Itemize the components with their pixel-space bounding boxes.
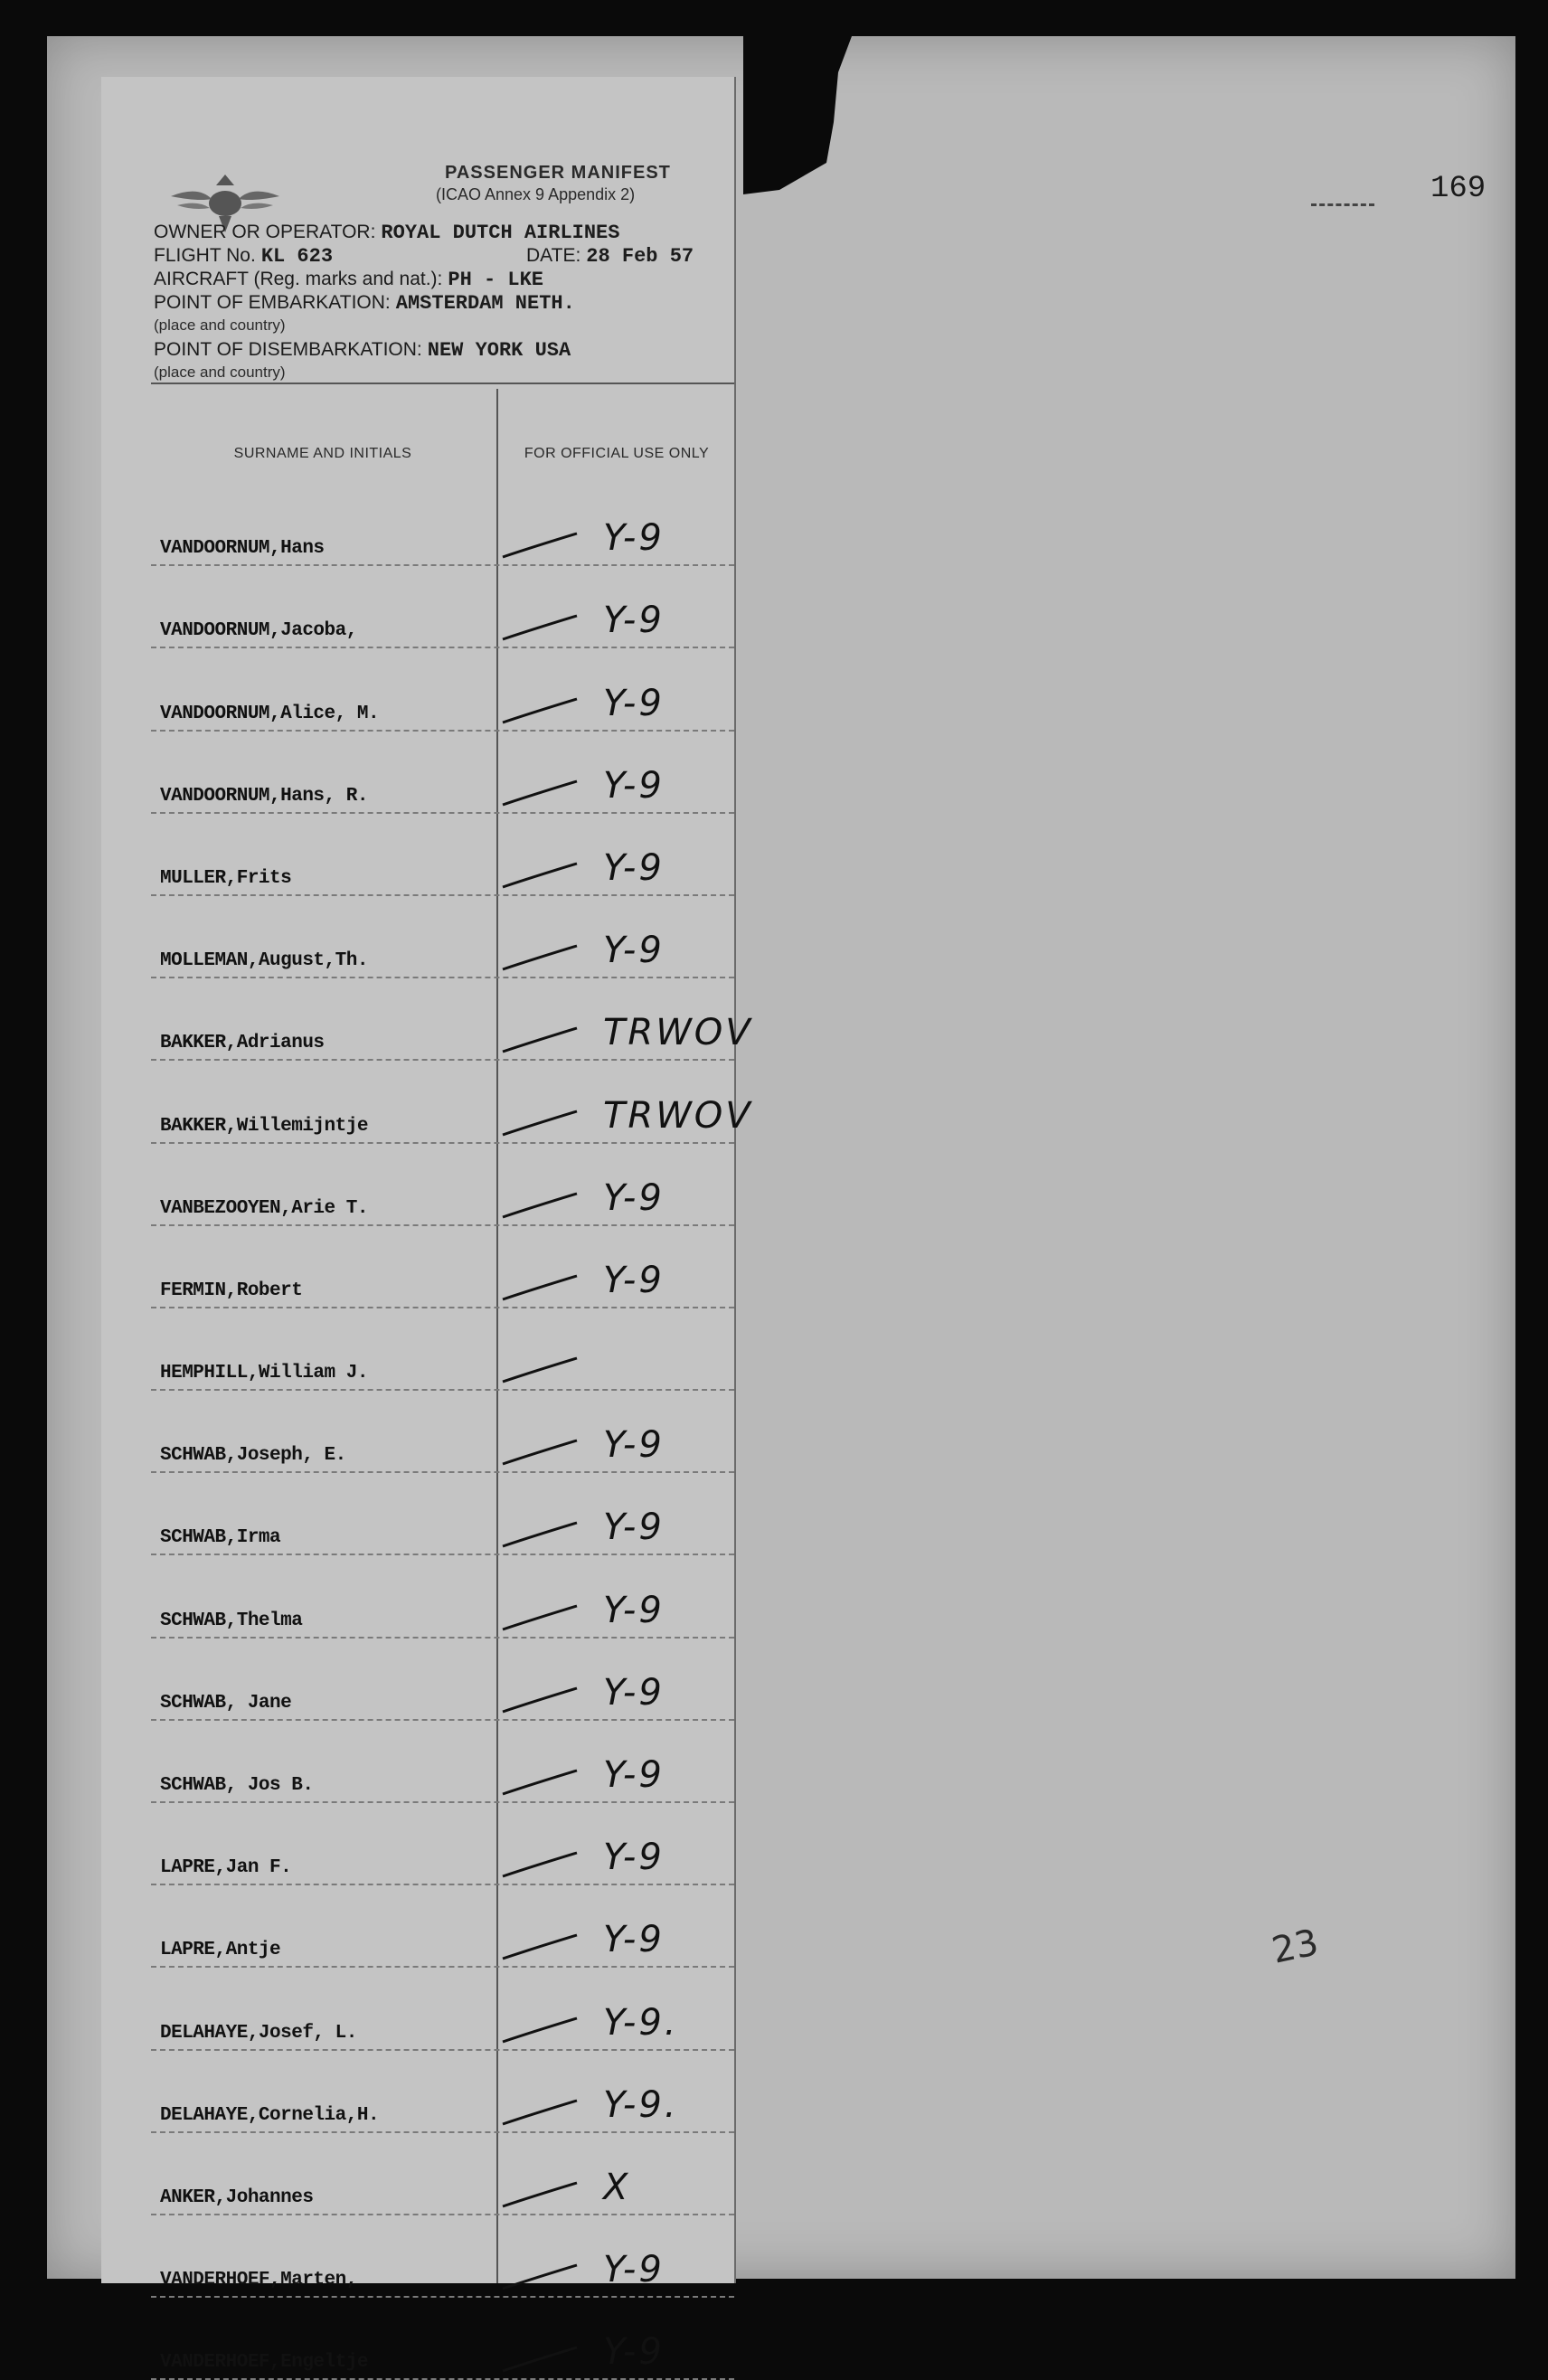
official-code: Y-9.: [603, 2001, 679, 2044]
official-code: Y-9: [603, 846, 665, 889]
table-row: [151, 896, 734, 978]
check-mark-icon: [499, 778, 580, 808]
passenger-name: SCHWAB,Joseph, E.: [160, 1445, 346, 1467]
passenger-name: HEMPHILL,William J.: [160, 1363, 368, 1384]
table-row: [151, 732, 734, 814]
passenger-name: LAPRE,Jan F.: [160, 1857, 292, 1879]
official-code: Y-9: [603, 1589, 665, 1631]
table-row: [151, 1555, 734, 1638]
check-mark-icon: [499, 1602, 580, 1633]
passenger-name: VANDERHOEF,Engeltje: [160, 2352, 368, 2374]
aircraft-label: AIRCRAFT (Reg. marks and nat.):: [154, 269, 443, 289]
official-code: Y-9: [603, 1919, 665, 1961]
passenger-name: VANDOORNUM,Hans: [160, 538, 325, 560]
passenger-name: VANBEZOOYEN,Arie T.: [160, 1197, 368, 1219]
owner-row: [154, 222, 619, 244]
passenger-name: BAKKER,Adrianus: [160, 1033, 325, 1054]
table-row: [151, 1968, 734, 2050]
date-value: 28 Feb 57: [586, 245, 694, 268]
embarkation-value: AMSTERDAM NETH.: [395, 292, 575, 315]
passenger-name: BAKKER,Willemijntje: [160, 1115, 368, 1137]
official-code: Y-9: [603, 1259, 665, 1301]
table-row: [151, 814, 734, 896]
aircraft-value: PH - LKE: [448, 269, 543, 291]
check-mark-icon: [499, 860, 580, 891]
official-code: Y-9: [603, 1671, 665, 1714]
passenger-name: LAPRE,Antje: [160, 1940, 281, 1961]
check-mark-icon: [499, 1190, 580, 1221]
date-label: DATE:: [526, 245, 581, 266]
passenger-name: MOLLEMAN,August,Th.: [160, 950, 368, 972]
embarkation-label: POINT OF EMBARKATION:: [154, 292, 391, 313]
official-code: Y-9: [603, 2331, 665, 2374]
table-row: [151, 2215, 734, 2298]
official-code: Y-9: [603, 517, 665, 560]
flight-label: FLIGHT No.: [154, 245, 256, 266]
passenger-name: SCHWAB, Jane: [160, 1692, 292, 1714]
passenger-name: FERMIN,Robert: [160, 1280, 303, 1301]
table-row: [151, 484, 734, 566]
header-divider: [151, 382, 734, 384]
table-row: [151, 1144, 734, 1226]
check-mark-icon: [499, 612, 580, 643]
owner-value: ROYAL DUTCH AIRLINES: [381, 222, 620, 244]
check-mark-icon: [499, 1685, 580, 1715]
check-mark-icon: [499, 1025, 580, 1055]
page-number: 169: [1430, 172, 1487, 206]
passenger-name: ANKER,Johannes: [160, 2186, 314, 2208]
passenger-name: DELAHAYE,Cornelia,H.: [160, 2104, 380, 2126]
flight-value: KL 623: [260, 245, 334, 268]
passenger-name: SCHWAB,Irma: [160, 1527, 281, 1549]
check-mark-icon: [499, 1767, 580, 1798]
embarkation-note: (place and country): [154, 316, 286, 334]
official-code: TRWOV: [603, 1094, 753, 1137]
table-row: [151, 1639, 734, 1721]
official-code: Y-9: [603, 2249, 665, 2291]
check-mark-icon: [499, 695, 580, 726]
table-row: [151, 978, 753, 1061]
check-mark-icon: [499, 2262, 580, 2292]
table-row: [151, 1885, 734, 1968]
table-row: [151, 2133, 734, 2215]
table-row: [151, 2051, 734, 2133]
manifest-page: [47, 36, 1515, 2374]
official-code: Y-9: [603, 600, 665, 642]
passenger-name: MULLER,Frits: [160, 867, 292, 889]
official-code: Y-9: [603, 930, 665, 972]
table-row: [151, 1721, 734, 1803]
official-code: X: [603, 2166, 631, 2208]
owner-label: OWNER OR OPERATOR:: [154, 222, 376, 242]
check-mark-icon: [499, 1931, 580, 1962]
manifest-title: PASSENGER MANIFEST: [445, 163, 671, 183]
official-code: Y-9: [603, 1176, 665, 1219]
disembarkation-note: (place and country): [154, 364, 286, 381]
passenger-name: SCHWAB, Jos B.: [160, 1775, 314, 1796]
table-row: [151, 1473, 734, 1555]
check-mark-icon: [499, 1272, 580, 1303]
table-row: [151, 2298, 734, 2380]
aircraft-row: [154, 269, 543, 291]
date-row: [526, 245, 694, 268]
embarkation-row: [154, 292, 575, 315]
official-code: Y-9: [603, 1506, 665, 1549]
passenger-name: VANDOORNUM,Alice, M.: [160, 703, 380, 724]
disembarkation-row: [154, 339, 571, 362]
table-row: [151, 1061, 753, 1143]
passenger-name: SCHWAB,Thelma: [160, 1610, 303, 1631]
check-mark-icon: [499, 2179, 580, 2210]
passenger-name: DELAHAYE,Josef, L.: [160, 2022, 357, 2044]
check-mark-icon: [499, 530, 580, 561]
table-row: [151, 1308, 734, 1391]
official-code: Y-9: [603, 764, 665, 807]
official-code: Y-9: [603, 1424, 665, 1467]
disembarkation-value: NEW YORK USA: [427, 339, 571, 362]
check-mark-icon: [499, 1437, 580, 1468]
check-mark-icon: [499, 1108, 580, 1138]
column-header-name: SURNAME AND INITIALS: [233, 446, 412, 461]
table-row: [151, 1803, 734, 1885]
passenger-name: VANDOORNUM,Hans, R.: [160, 785, 368, 807]
official-code: Y-9: [603, 1754, 665, 1796]
check-mark-icon: [499, 1355, 580, 1385]
table-row: [151, 648, 734, 731]
check-mark-icon: [499, 2097, 580, 2128]
table-row: [151, 566, 734, 648]
check-mark-icon: [499, 1849, 580, 1880]
passenger-name: VANDOORNUM,Jacoba,: [160, 620, 357, 642]
passenger-name: VANDERHOEF,Marten,: [160, 2270, 357, 2291]
margin-note: 23: [1268, 1922, 1323, 1972]
torn-corner: [743, 36, 852, 235]
passenger-list: [151, 484, 753, 2380]
official-code: Y-9: [603, 1837, 665, 1879]
manifest-form: [101, 77, 753, 2374]
column-header-official: FOR OFFICIAL USE ONLY: [524, 446, 710, 461]
official-code: TRWOV: [603, 1012, 753, 1054]
manifest-subtitle: (ICAO Annex 9 Appendix 2): [436, 185, 636, 203]
manifest-header: [101, 113, 734, 411]
check-mark-icon: [499, 942, 580, 973]
flight-row: [154, 245, 333, 268]
check-mark-icon: [499, 2344, 580, 2375]
page-dash: [1311, 203, 1374, 209]
official-code: Y-9.: [603, 2083, 679, 2126]
check-mark-icon: [499, 2015, 580, 2045]
disembarkation-label: POINT OF DISEMBARKATION:: [154, 339, 422, 360]
official-code: Y-9: [603, 682, 665, 724]
table-row: [151, 1226, 734, 1308]
table-row: [151, 1391, 734, 1473]
check-mark-icon: [499, 1519, 580, 1550]
